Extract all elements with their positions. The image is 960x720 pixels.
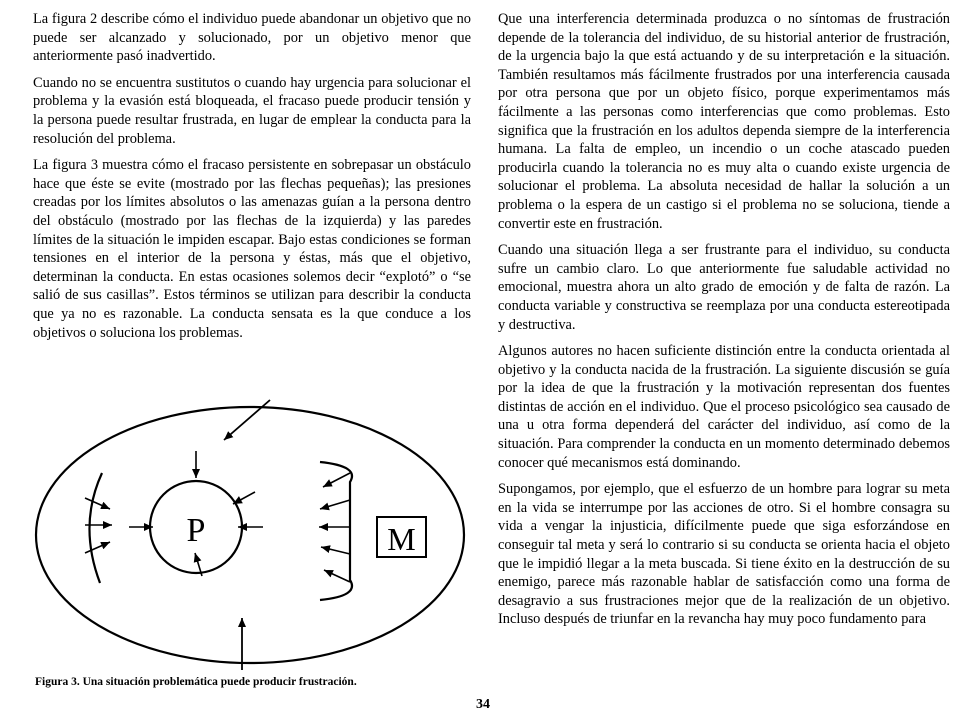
right-barrier	[320, 462, 352, 600]
person-arrow	[233, 492, 255, 504]
paragraph: Algunos autores no hacen suficiente distinción entre la conducta orientada al objetivo y la conducta nacida de la frustración. La siguiente discusión se guía por la idea de que la frustración y la motivación representan dos fuentes distintas de acción en el individuo. Que el proceso psicológico sea causado de una u otra forma dependerá del carácter del individuo, así como de la situación. Para comprender la conducta en un momento determinado debemos conocer qué mecanismos está dominando.	[498, 343, 950, 471]
left-barrier	[89, 473, 102, 583]
goal-label: M	[387, 521, 416, 557]
right-column	[498, 10, 950, 637]
right-arrow	[320, 500, 350, 509]
left-column	[33, 10, 471, 350]
person-label: P	[186, 512, 206, 549]
left-arrow	[85, 498, 110, 509]
right-arrow	[324, 570, 350, 582]
figure-3-diagram	[30, 390, 480, 675]
paragraph: Supongamos, por ejemplo, que el esfuerzo de un hombre para lograr su meta en la vida se interrumpe por las acciones de otro. Si el hombre consagra su vida a vengar la injusticia, difícilmente puede que siga esforzándose en conseguir tal meta y será lo contrario si su conducta se orienta hacia el objeto que le impidió llegar a la meta buscada. Si tiene éxito en la destrucción de su enemigo, parece más razonable hablar de satisfacción como una forma de desagravio a sus frustraciones mejor que de la realización de un objetivo. Incluso después de triunfar en la revancha hay muy poco fundamento para	[498, 481, 950, 628]
paragraph: Cuando no se encuentra sustitutos o cuando hay urgencia para solucionar el problema y la evasión está bloqueada, el fracaso puede producir tensión y la persona puede resultar frustrada, en lugar de emplear la conducta para la resolución del problema.	[33, 74, 471, 147]
right-arrow	[323, 473, 350, 487]
right-arrow	[321, 547, 350, 554]
left-arrow	[85, 542, 110, 553]
page-number: 34	[476, 697, 490, 712]
paragraph: La figura 3 muestra cómo el fracaso persistente en sobrepasar un obstáculo hace que éste se evite (mostrado por las flechas pequeñas); las presiones creadas por los límites absolutos o las amenazas guían a la persona dentro del obstáculo (mostrado por las flechas de la izquierda) y las paredes límites de la situación le impiden escapar. Bajo estas condiciones se forman tensiones en el interior de la persona y éstas, más que el objetivo, determinan la conducta. En estas ocasiones solemos decir “explotó” o “se salió de sus casillas”. Estos términos se utilizan para describir la conducta que ya no es razonable. La conducta sensata es la que conduce a los objetivos o soluciona los problemas.	[33, 157, 471, 341]
paragraph: La figura 2 describe cómo el individuo puede abandonar un objetivo que no puede ser alcanzado y solucionado, por un objetivo menor que anteriormente pasó inadvertido.	[33, 11, 471, 65]
paragraph: Cuando una situación llega a ser frustrante para el individuo, su conducta sufre un cambio claro. Lo que anteriormente fue saludable actividad no emocional, muestra ahora un alto grado de emoción y de falta de razón. La conducta variable y constructiva se reemplaza por una conducta estereotipada y destructiva.	[498, 242, 950, 333]
figure-caption: Figura 3. Una situación problemática puede producir frustración.	[35, 676, 357, 688]
paragraph: Que una interferencia determinada produzca o no síntomas de frustración depende de la tolerancia del individuo, de su historial anterior de frustración, de la urgencia bajo la que está actuando y de su interpretación e la situación. También resultamos más fácilmente frustrados por una interferencia causada por otra persona que por un objeto físico, porque experimentamos más fácilmente a las personas como interferencias que como problemas. Esto significa que la frustración en los adultos dependa siempre de la interferencia humana. La falta de empleo, un incendio o un coche atascado pueden producirla cuando la tolerancia no es muy alta o cuando existe urgencia de solucionar el problema. La absoluta necesidad de hallar la solución a un problema o la espera de un castigo si el problema no se soluciona, tiende a convertir este en frustración.	[498, 11, 950, 232]
